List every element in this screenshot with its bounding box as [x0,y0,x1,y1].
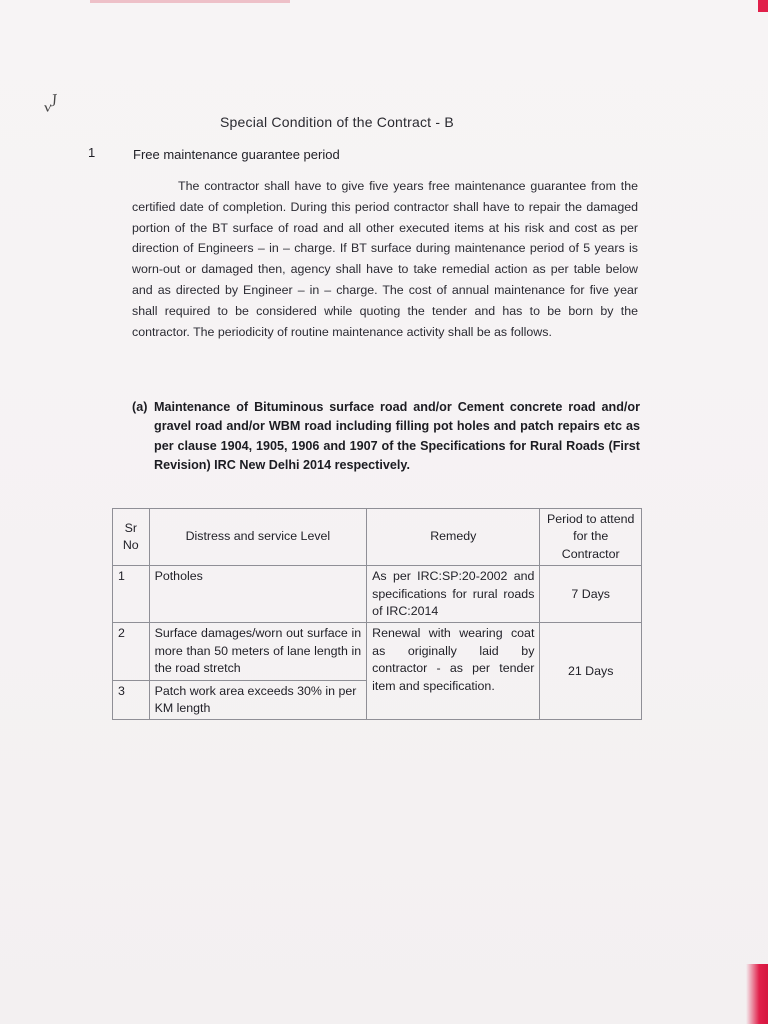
cell-period: 7 Days [540,566,642,623]
cell-sr: 3 [113,680,150,720]
item-a-text: Maintenance of Bituminous surface road and/or Cement concrete road and/or gravel road and/or WBM road including filling pot holes and patch repairs etc as per clause 1904, 1905, 1906 and 1907 of the Specifications for Rural Roads (First Revision) IRC New Delhi 2014 respectively. [154,400,640,473]
section-paragraph-text: The contractor shall have to give five years free maintenance guarantee from the certified date of completion. During this period contractor shall have to repair the damaged portion of the BT surface of road and all other executed items at his risk and cost as per direction of Engineers – in – charge. If BT surface during maintenance period of 5 years is worn-out or damaged then, agency shall have to take remedial action as per table below and as directed by Engineer – in – charge. The cost of annual maintenance for five year shall required to be considered while quoting the tender and has to be born by the contractor. The periodicity of routine maintenance activity shall be as follows. [132,179,638,339]
section-heading: Free maintenance guarantee period [133,147,340,162]
table-row [113,566,642,623]
header-remedy: Remedy [367,509,540,566]
item-a-label: (a) [132,400,148,414]
cell-distress: Potholes [149,566,367,623]
table-row [113,623,642,680]
cell-remedy: As per IRC:SP:20-2002 and specifications for rural roads of IRC:2014 [367,566,540,623]
page-edge-bottom [746,964,768,1024]
page-edge-right [758,0,768,12]
header-sr-no: Sr No [113,509,150,566]
cell-remedy: Renewal with wearing coat as originally laid by contractor - as per tender item and specification. [367,623,540,720]
table-header-row [113,509,642,566]
maintenance-table [112,508,642,720]
header-distress: Distress and service Level [149,509,367,566]
handwritten-margin-mark: ᵥᴶ [42,91,60,118]
document-title: Special Condition of the Contract - B [220,114,454,130]
cell-sr: 1 [113,566,150,623]
page-edge-top [90,0,290,3]
section-paragraph [132,176,638,342]
cell-period: 21 Days [540,623,642,720]
cell-distress: Patch work area exceeds 30% in per KM length [149,680,367,720]
header-period: Period to attend for the Contractor [540,509,642,566]
cell-sr: 2 [113,623,150,680]
item-a [132,398,640,476]
cell-distress: Surface damages/worn out surface in more than 50 meters of lane length in the road stretch [149,623,367,680]
section-number: 1 [88,145,96,160]
